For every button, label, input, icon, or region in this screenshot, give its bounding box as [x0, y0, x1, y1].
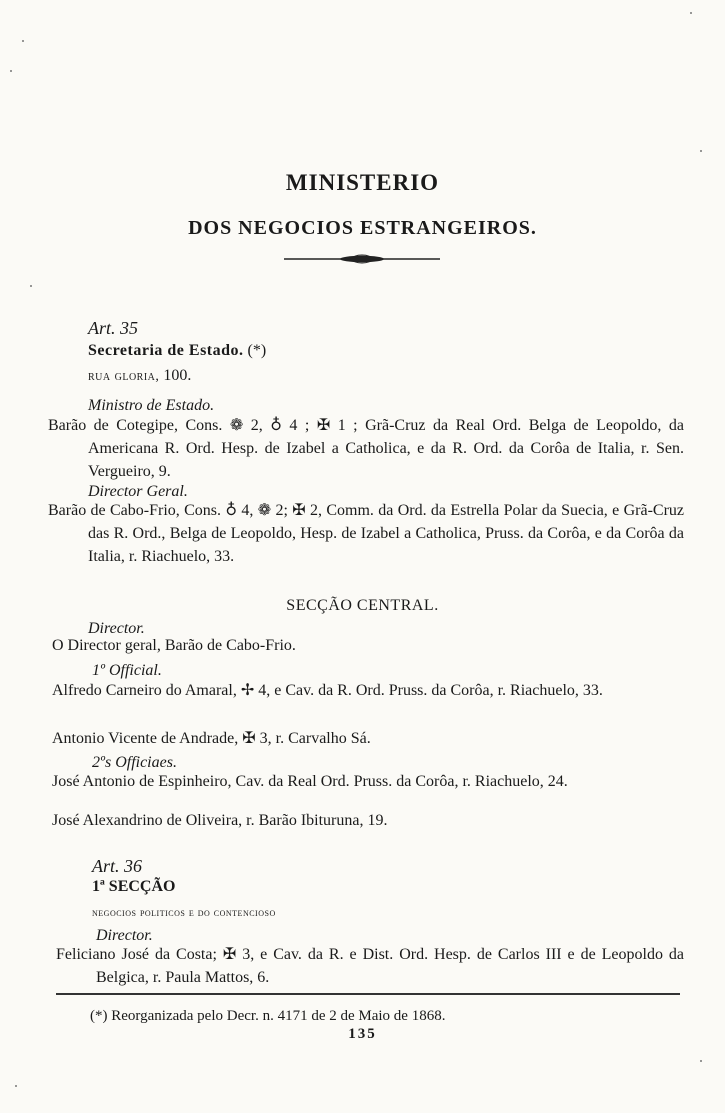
- central-director-entry: O Director geral, Barão de Cabo-Frio.: [52, 637, 296, 654]
- paper-speck: [22, 40, 24, 42]
- paper-speck: [690, 12, 692, 14]
- minister-entry: Barão de Cotegipe, Cons. ❁ 2, ♁ 4 ; ✠ 1 ; Grã-Cruz da Real Ord. Belga de Leopoldo, da Americana R. Ord. Hesp. de Izabel a Catholica, e da R. Ord. da Corôa de Italia, r. Sen. Vergueiro, 9.: [48, 417, 684, 480]
- article-35-label: Art. 35: [88, 318, 139, 338]
- ministry-title: MINISTERIO: [285, 170, 440, 195]
- second-officials-heading: 2ºs Officiaes.: [92, 754, 177, 771]
- first-section-director-entry: Feliciano José da Costa; ✠ 3, e Cav. da R. e Dist. Ord. Hesp. de Carlos III e de Leopoldo da Belgica, r. Paula Mattos, 6.: [56, 946, 684, 986]
- paper-speck: [30, 285, 32, 287]
- paper-speck: [700, 1060, 702, 1062]
- address-line: [88, 367, 191, 385]
- second-official-entry-2: José Alexandrino de Oliveira, r. Barão Ibituruna, 19.: [52, 812, 388, 829]
- first-section-heading: 1ª SECÇÃO: [92, 878, 176, 895]
- footnote-mark: (*): [247, 342, 267, 359]
- address-street: rua gloria,: [88, 369, 160, 384]
- section-secretaria: [88, 342, 266, 360]
- ministry-subtitle: DOS NEGOCIOS ESTRANGEIROS.: [188, 217, 537, 239]
- page-number: 135: [348, 1026, 377, 1042]
- first-official-heading: 1º Official.: [92, 662, 162, 679]
- ornament-rule: [282, 254, 442, 264]
- central-section-heading: SECÇÃO CENTRAL.: [286, 597, 439, 614]
- director-general-entry: Barão de Cabo-Frio, Cons. ♁ 4, ❁ 2; ✠ 2, Comm. da Ord. da Estrella Polar da Suecia, e Grã-Cruz das R. Ord., Belga de Leopoldo, Hesp. de Izabel a Catholica, Pruss. da Corôa, e da Corôa da Italia, r. Riachuelo, 33.: [48, 502, 684, 565]
- paper-speck: [15, 1085, 17, 1087]
- central-director-heading: Director.: [88, 620, 145, 637]
- paper-speck: [10, 70, 12, 72]
- second-official-entry-1: José Antonio de Espinheiro, Cav. da Real Ord. Pruss. da Corôa, r. Riachuelo, 24.: [52, 773, 568, 790]
- first-section-director-heading: Director.: [96, 927, 153, 944]
- minister-heading: Ministro de Estado.: [88, 397, 215, 414]
- first-official-b-entry: Antonio Vicente de Andrade, ✠ 3, r. Carvalho Sá.: [52, 730, 371, 747]
- article-36-label: Art. 36: [92, 856, 143, 876]
- footnote-rule: [56, 993, 680, 995]
- first-official-entry: Alfredo Carneiro do Amaral, ✢ 4, e Cav. da R. Ord. Pruss. da Corôa, r. Riachuelo, 33.: [52, 682, 603, 699]
- director-general-heading: Director Geral.: [88, 483, 188, 500]
- paper-speck: [700, 150, 702, 152]
- section-secretaria-title: Secretaria de Estado.: [88, 342, 244, 359]
- footnote: (*) Reorganizada pelo Decr. n. 4171 de 2 de Maio de 1868.: [90, 1008, 446, 1024]
- address-number: 100.: [163, 367, 192, 384]
- first-section-subheading: negocios politicos e do contencioso: [92, 905, 276, 919]
